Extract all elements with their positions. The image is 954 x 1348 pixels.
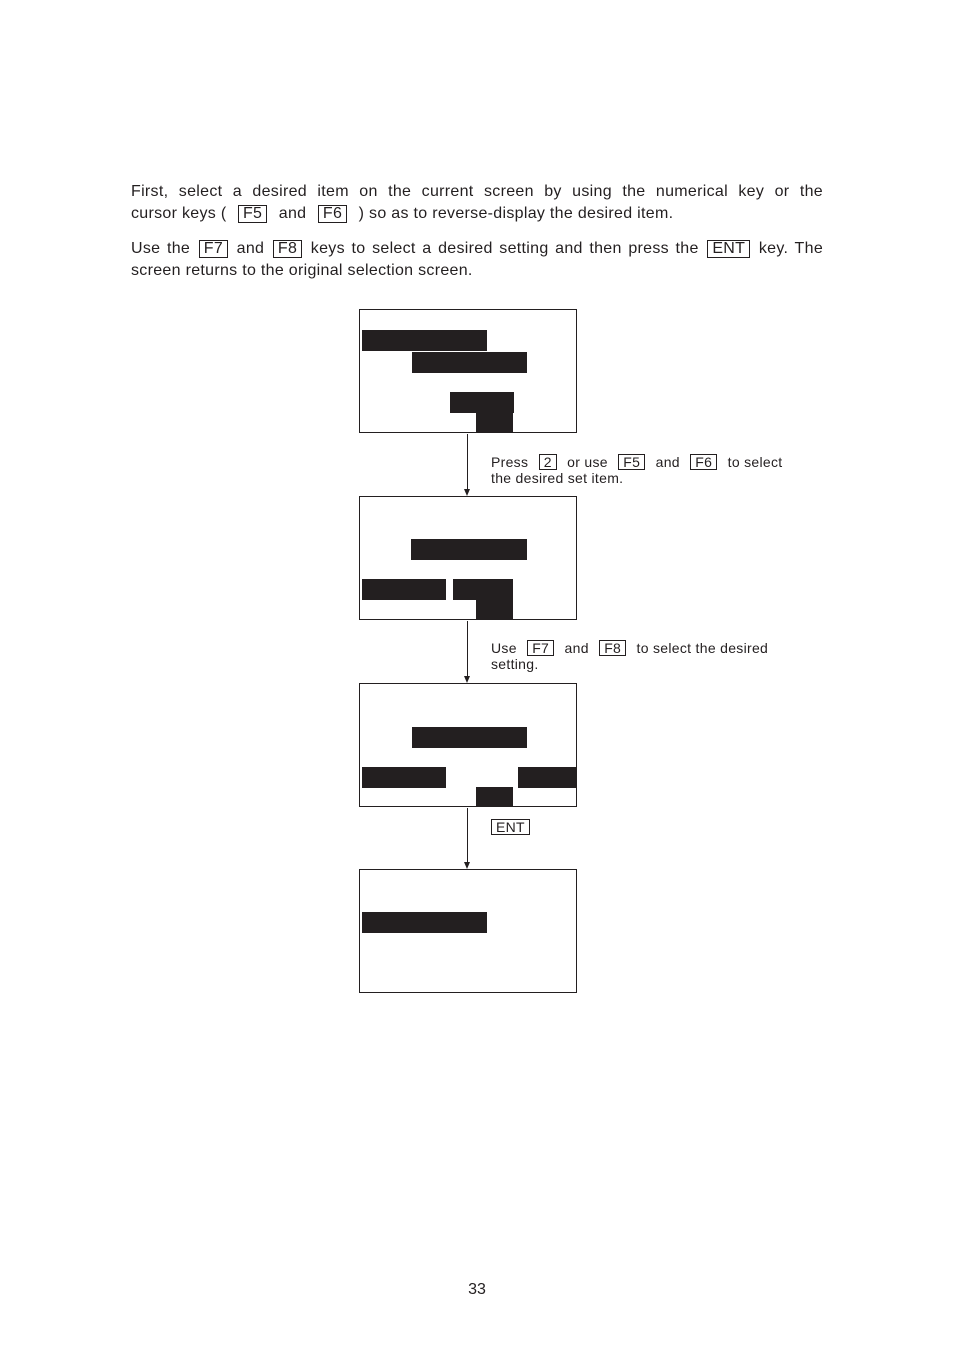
lcd-screen-2	[359, 496, 577, 620]
instruction-paragraph-2	[131, 238, 823, 282]
note-line	[491, 454, 782, 470]
lcd-screen-4	[359, 869, 577, 993]
highlight-bar	[476, 600, 513, 620]
highlight-bar	[476, 787, 513, 807]
highlight-bar	[518, 767, 577, 788]
instruction-text: and	[236, 240, 265, 257]
highlight-bar	[412, 727, 527, 748]
instruction-paragraph-1	[131, 181, 823, 225]
flow-arrow-line	[467, 621, 468, 676]
arrow-down-icon	[464, 676, 470, 683]
highlight-bar	[453, 579, 513, 600]
key-f5: F5	[618, 454, 645, 470]
instruction-text: Use the	[131, 240, 191, 257]
page-number: 33	[468, 1281, 486, 1298]
instruction-text: cursor keys (	[131, 205, 227, 222]
note-text: and	[564, 640, 589, 656]
highlight-bar	[362, 579, 446, 600]
note-line: the desired set item.	[491, 470, 624, 486]
highlight-bar	[362, 767, 446, 788]
instruction-text: keys to select a desired setting and then press the	[310, 240, 699, 257]
highlight-bar	[411, 539, 527, 560]
instruction-text: and	[278, 205, 307, 222]
highlight-bar	[476, 413, 513, 433]
key-f7: F7	[527, 640, 554, 656]
flow-arrow-line	[467, 808, 468, 863]
instruction-text: ) so as to reverse-display the desired item.	[358, 205, 674, 222]
note-text: Press	[491, 454, 529, 470]
step-note-3	[491, 819, 532, 835]
key-f8: F8	[599, 640, 626, 656]
instruction-text: key. The	[758, 240, 824, 257]
note-text: to select	[727, 454, 783, 470]
arrow-down-icon	[464, 862, 470, 869]
step-note-1	[491, 454, 782, 486]
note-text: to select the desired	[636, 640, 769, 656]
instruction-line	[131, 238, 823, 260]
key-f6: F6	[690, 454, 717, 470]
highlight-bar	[362, 330, 487, 351]
arrow-down-icon	[464, 489, 470, 496]
key-f8: F8	[273, 240, 302, 258]
instruction-line	[131, 203, 823, 225]
instruction-line: screen returns to the original selection screen.	[131, 262, 473, 279]
key-f5: F5	[238, 205, 267, 223]
flow-arrow-line	[467, 434, 468, 489]
key-2: 2	[539, 454, 557, 470]
step-note-2	[491, 640, 768, 672]
highlight-bar	[362, 912, 487, 933]
key-f7: F7	[199, 240, 228, 258]
note-text: Use	[491, 640, 517, 656]
note-text: and	[655, 454, 680, 470]
highlight-bar	[412, 352, 527, 373]
lcd-screen-1	[359, 309, 577, 433]
key-ent: ENT	[707, 240, 750, 258]
key-f6: F6	[318, 205, 347, 223]
note-text: or use	[567, 454, 608, 470]
highlight-bar	[450, 392, 514, 413]
note-line	[491, 640, 768, 656]
lcd-screen-3	[359, 683, 577, 807]
key-ent: ENT	[491, 819, 530, 835]
instruction-line: First, select a desired item on the current screen by using the numerical key or the	[131, 183, 823, 200]
note-line: setting.	[491, 656, 539, 672]
